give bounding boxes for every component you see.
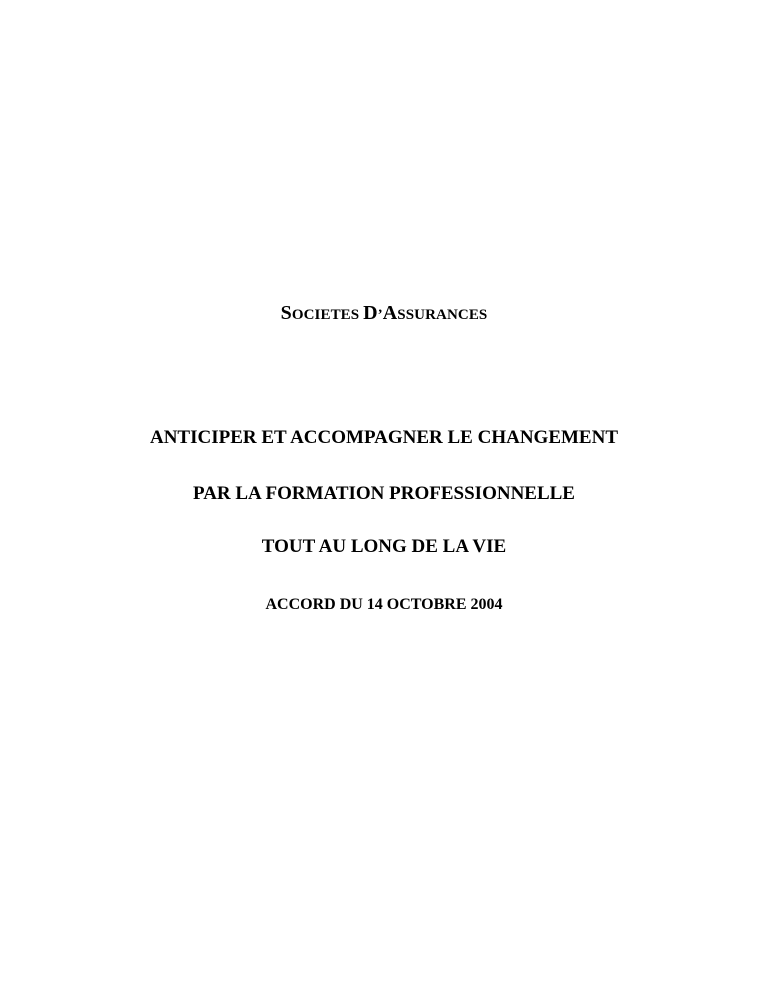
- company-heading: [0, 303, 768, 323]
- company-heading-initial-d: D: [363, 302, 378, 324]
- company-heading-rest-2: SSURANCES: [397, 307, 488, 323]
- accord-date-line: ACCORD DU 14 OCTOBRE 2004: [265, 596, 503, 613]
- company-heading-apostrophe: ’: [377, 307, 383, 323]
- company-heading-initial-a: A: [382, 302, 398, 324]
- title-line-1: ANTICIPER ET ACCOMPAGNER LE CHANGEMENT: [149, 427, 618, 448]
- company-heading-initial-s: S: [280, 302, 292, 324]
- title-line-2: PAR LA FORMATION PROFESSIONNELLE: [193, 483, 575, 504]
- company-heading-rest-1: OCIETES: [291, 307, 364, 323]
- title-line-3: TOUT AU LONG DE LA VIE: [261, 536, 507, 557]
